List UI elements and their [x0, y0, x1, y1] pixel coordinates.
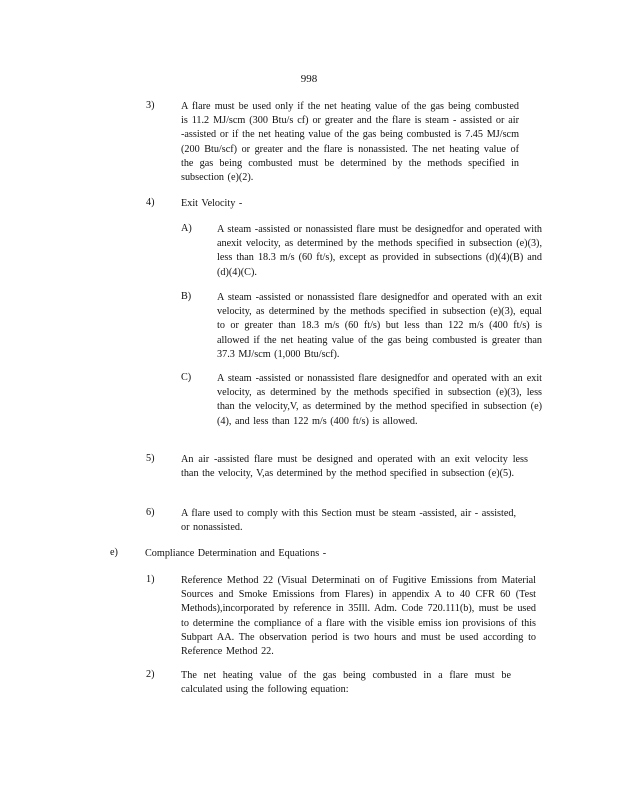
item-number: 5) — [146, 453, 155, 464]
item-number: 6) — [146, 507, 155, 518]
item-text: Reference Method 22 (Visual Determinati on of Fugitive Emissions from Material Sources and Smoke Emissions from Flares) in appendix A to 40 CFR 60 (Test Methods),incorporated by reference in 35Ill. Adm. Code 720.111(b), must be used to determine the compliance of a flare with the visible emiss ion provisions of this Subpart AA. The observation period is two hours and must be used according to Reference Method 22. — [181, 575, 536, 658]
item-number: C) — [181, 372, 192, 383]
item-number: 4) — [146, 197, 155, 208]
item-text: A steam -assisted or nonassisted flare designedfor and operated with an exit velocity, as determined by the methods specified in subsection (e)(3), less than the velocity,V, as determined by the method specified in subsection (e)(4), and less than 122 m/s (400 ft/s) is allowed. — [217, 373, 542, 427]
item-number: 2) — [146, 669, 155, 680]
section-title: Compliance Determination and Equations - — [145, 548, 327, 559]
item-text: An air -assisted flare must be designed and operated with an exit velocity less than the velocity, V,as determined by the method specified in subsection (e)(5). — [181, 454, 528, 480]
item-text: Exit Velocity - — [181, 198, 243, 209]
item-text: The net heating value of the gas being combusted in a flare must be calculated using the following equation: — [181, 670, 511, 696]
item-number: 1) — [146, 574, 155, 585]
item-text: A steam -assisted or nonassisted flare must be designedfor and operated with anexit velocity, as determined by the methods specified in subsection (e)(3), less than 18.3 m/s (60 ft/s), except as provided in subsections (d)(4)(B) and (d)(4)(C). — [217, 224, 542, 278]
page-number: 998 — [300, 73, 318, 85]
item-text: A flare must be used only if the net heating value of the gas being combusted is 11.2 MJ/scm (300 Btu/s cf) or greater and the flare is steam - assisted or air -assisted or if the net heating value of the gas being combusted is 7.45 MJ/scm (200 Btu/scf) or greater and the flare is nonassisted. The net heating value of the gas being combusted must be determined by the methods specified in subsection (e)(2). — [181, 101, 519, 184]
item-number: 3) — [146, 100, 155, 111]
item-text: A steam -assisted or nonassisted flare designedfor and operated with an exit velocity, as determined by the methods specified in subsection (e)(3), equal to or greater than 18.3 m/s (60 ft/s) but less than 122 m/s (400 ft/s) is allowed if the net heating value of the gas being combusted is greater than 37.3 MJ/scm (1,000 Btu/scf). — [217, 292, 542, 360]
item-number: B) — [181, 291, 192, 302]
section-letter: e) — [110, 547, 118, 558]
item-number: A) — [181, 223, 192, 234]
item-text: A flare used to comply with this Section must be steam -assisted, air - assisted, or nonassisted. — [181, 508, 516, 534]
